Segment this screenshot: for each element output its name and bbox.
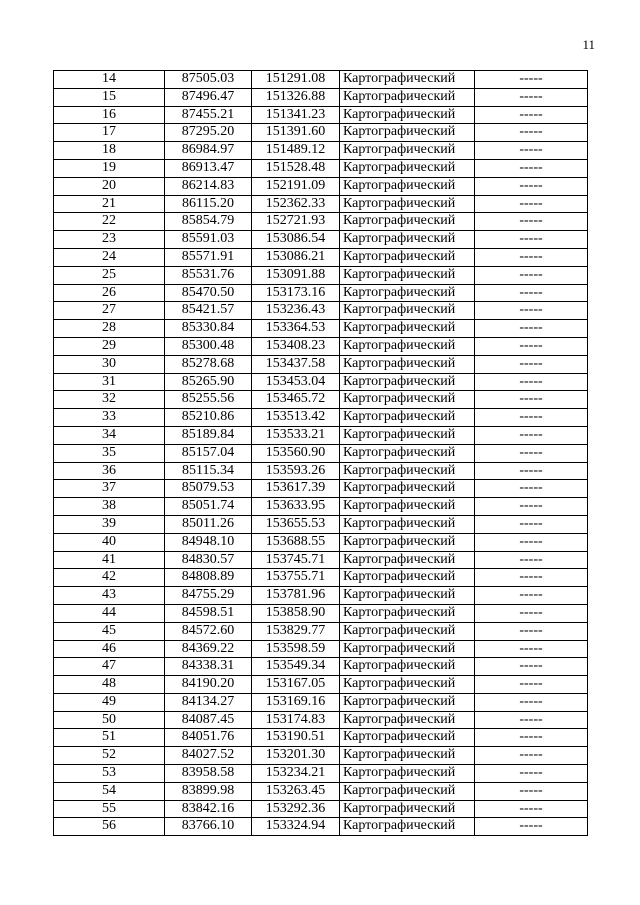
precision-cell: -----: [475, 765, 588, 783]
table-row: [54, 106, 588, 124]
precision-cell: -----: [475, 569, 588, 587]
y-coordinate-cell: 153086.21: [252, 248, 340, 266]
method-cell: Картографический: [340, 800, 475, 818]
table-row: [54, 676, 588, 694]
x-coordinate-cell: 85115.34: [165, 462, 252, 480]
y-coordinate-cell: 153781.96: [252, 587, 340, 605]
x-coordinate-cell: 87295.20: [165, 124, 252, 142]
precision-cell: -----: [475, 284, 588, 302]
table-row: [54, 124, 588, 142]
x-coordinate-cell: 83842.16: [165, 800, 252, 818]
y-coordinate-cell: 152191.09: [252, 177, 340, 195]
x-coordinate-cell: 85189.84: [165, 426, 252, 444]
method-cell: Картографический: [340, 213, 475, 231]
point-number-cell: 48: [54, 676, 165, 694]
y-coordinate-cell: 153655.53: [252, 515, 340, 533]
method-cell: Картографический: [340, 818, 475, 836]
table-row: [54, 337, 588, 355]
table-row: [54, 604, 588, 622]
x-coordinate-cell: 86214.83: [165, 177, 252, 195]
point-number-cell: 24: [54, 248, 165, 266]
precision-cell: -----: [475, 142, 588, 160]
y-coordinate-cell: 151341.23: [252, 106, 340, 124]
y-coordinate-cell: 153560.90: [252, 444, 340, 462]
method-cell: Картографический: [340, 515, 475, 533]
method-cell: Картографический: [340, 426, 475, 444]
precision-cell: -----: [475, 231, 588, 249]
point-number-cell: 55: [54, 800, 165, 818]
x-coordinate-cell: 86984.97: [165, 142, 252, 160]
precision-cell: -----: [475, 213, 588, 231]
table-row: [54, 302, 588, 320]
table-row: [54, 551, 588, 569]
method-cell: Картографический: [340, 142, 475, 160]
y-coordinate-cell: 153173.16: [252, 284, 340, 302]
point-number-cell: 25: [54, 266, 165, 284]
precision-cell: -----: [475, 409, 588, 427]
point-number-cell: 27: [54, 302, 165, 320]
x-coordinate-cell: 84134.27: [165, 693, 252, 711]
x-coordinate-cell: 85421.57: [165, 302, 252, 320]
method-cell: Картографический: [340, 765, 475, 783]
point-number-cell: 42: [54, 569, 165, 587]
method-cell: Картографический: [340, 159, 475, 177]
table-row: [54, 409, 588, 427]
method-cell: Картографический: [340, 284, 475, 302]
method-cell: Картографический: [340, 106, 475, 124]
method-cell: Картографический: [340, 124, 475, 142]
precision-cell: -----: [475, 498, 588, 516]
method-cell: Картографический: [340, 551, 475, 569]
table-row: [54, 587, 588, 605]
precision-cell: -----: [475, 604, 588, 622]
y-coordinate-cell: 152721.93: [252, 213, 340, 231]
y-coordinate-cell: 151489.12: [252, 142, 340, 160]
table-row: [54, 391, 588, 409]
method-cell: Картографический: [340, 676, 475, 694]
point-number-cell: 44: [54, 604, 165, 622]
method-cell: Картографический: [340, 177, 475, 195]
x-coordinate-cell: 83958.58: [165, 765, 252, 783]
method-cell: Картографический: [340, 71, 475, 89]
x-coordinate-cell: 84572.60: [165, 622, 252, 640]
x-coordinate-cell: 84087.45: [165, 711, 252, 729]
point-number-cell: 54: [54, 782, 165, 800]
point-number-cell: 21: [54, 195, 165, 213]
y-coordinate-cell: 153437.58: [252, 355, 340, 373]
x-coordinate-cell: 84369.22: [165, 640, 252, 658]
table-row: [54, 569, 588, 587]
x-coordinate-cell: 85079.53: [165, 480, 252, 498]
method-cell: Картографический: [340, 444, 475, 462]
point-number-cell: 17: [54, 124, 165, 142]
y-coordinate-cell: 153236.43: [252, 302, 340, 320]
point-number-cell: 52: [54, 747, 165, 765]
table-row: [54, 658, 588, 676]
method-cell: Картографический: [340, 195, 475, 213]
table-row: [54, 711, 588, 729]
x-coordinate-cell: 85854.79: [165, 213, 252, 231]
precision-cell: -----: [475, 729, 588, 747]
y-coordinate-cell: 153533.21: [252, 426, 340, 444]
table-row: [54, 765, 588, 783]
table-row: [54, 800, 588, 818]
point-number-cell: 32: [54, 391, 165, 409]
table-row: [54, 747, 588, 765]
precision-cell: -----: [475, 658, 588, 676]
table-row: [54, 213, 588, 231]
x-coordinate-cell: 85330.84: [165, 320, 252, 338]
point-number-cell: 26: [54, 284, 165, 302]
precision-cell: -----: [475, 106, 588, 124]
precision-cell: -----: [475, 248, 588, 266]
y-coordinate-cell: 153858.90: [252, 604, 340, 622]
table-row: [54, 142, 588, 160]
x-coordinate-cell: 83766.10: [165, 818, 252, 836]
precision-cell: -----: [475, 515, 588, 533]
y-coordinate-cell: 153453.04: [252, 373, 340, 391]
table-row: [54, 320, 588, 338]
y-coordinate-cell: 153745.71: [252, 551, 340, 569]
method-cell: Картографический: [340, 266, 475, 284]
point-number-cell: 53: [54, 765, 165, 783]
point-number-cell: 18: [54, 142, 165, 160]
table-row: [54, 177, 588, 195]
point-number-cell: 19: [54, 159, 165, 177]
precision-cell: -----: [475, 622, 588, 640]
precision-cell: -----: [475, 266, 588, 284]
point-number-cell: 39: [54, 515, 165, 533]
point-number-cell: 37: [54, 480, 165, 498]
x-coordinate-cell: 85300.48: [165, 337, 252, 355]
x-coordinate-cell: 84830.57: [165, 551, 252, 569]
method-cell: Картографический: [340, 373, 475, 391]
point-number-cell: 15: [54, 88, 165, 106]
precision-cell: -----: [475, 782, 588, 800]
table-row: [54, 71, 588, 89]
x-coordinate-cell: 85591.03: [165, 231, 252, 249]
y-coordinate-cell: 153190.51: [252, 729, 340, 747]
y-coordinate-cell: 153829.77: [252, 622, 340, 640]
precision-cell: -----: [475, 159, 588, 177]
y-coordinate-cell: 153364.53: [252, 320, 340, 338]
point-number-cell: 38: [54, 498, 165, 516]
table-row: [54, 533, 588, 551]
table-row: [54, 373, 588, 391]
table-row: [54, 462, 588, 480]
x-coordinate-cell: 84190.20: [165, 676, 252, 694]
method-cell: Картографический: [340, 355, 475, 373]
x-coordinate-cell: 84598.51: [165, 604, 252, 622]
x-coordinate-cell: 84027.52: [165, 747, 252, 765]
point-number-cell: 51: [54, 729, 165, 747]
method-cell: Картографический: [340, 693, 475, 711]
point-number-cell: 41: [54, 551, 165, 569]
precision-cell: -----: [475, 302, 588, 320]
precision-cell: -----: [475, 587, 588, 605]
method-cell: Картографический: [340, 782, 475, 800]
y-coordinate-cell: 153292.36: [252, 800, 340, 818]
y-coordinate-cell: 151391.60: [252, 124, 340, 142]
x-coordinate-cell: 84948.10: [165, 533, 252, 551]
y-coordinate-cell: 153617.39: [252, 480, 340, 498]
method-cell: Картографический: [340, 658, 475, 676]
table-row: [54, 159, 588, 177]
point-number-cell: 49: [54, 693, 165, 711]
method-cell: Картографический: [340, 462, 475, 480]
x-coordinate-cell: 84808.89: [165, 569, 252, 587]
x-coordinate-cell: 85255.56: [165, 391, 252, 409]
method-cell: Картографический: [340, 498, 475, 516]
table-row: [54, 480, 588, 498]
point-number-cell: 50: [54, 711, 165, 729]
y-coordinate-cell: 153513.42: [252, 409, 340, 427]
y-coordinate-cell: 153408.23: [252, 337, 340, 355]
method-cell: Картографический: [340, 88, 475, 106]
point-number-cell: 35: [54, 444, 165, 462]
method-cell: Картографический: [340, 604, 475, 622]
y-coordinate-cell: 153633.95: [252, 498, 340, 516]
point-number-cell: 40: [54, 533, 165, 551]
precision-cell: -----: [475, 640, 588, 658]
precision-cell: -----: [475, 71, 588, 89]
table-row: [54, 266, 588, 284]
precision-cell: -----: [475, 676, 588, 694]
y-coordinate-cell: 153755.71: [252, 569, 340, 587]
precision-cell: -----: [475, 462, 588, 480]
precision-cell: -----: [475, 426, 588, 444]
precision-cell: -----: [475, 818, 588, 836]
table-row: [54, 231, 588, 249]
precision-cell: -----: [475, 337, 588, 355]
precision-cell: -----: [475, 88, 588, 106]
table-row: [54, 88, 588, 106]
table-row: [54, 426, 588, 444]
x-coordinate-cell: 84338.31: [165, 658, 252, 676]
table-row: [54, 729, 588, 747]
precision-cell: -----: [475, 195, 588, 213]
table-row: [54, 818, 588, 836]
point-number-cell: 29: [54, 337, 165, 355]
method-cell: Картографический: [340, 320, 475, 338]
method-cell: Картографический: [340, 747, 475, 765]
page-number: 11: [582, 37, 595, 52]
x-coordinate-cell: 87455.21: [165, 106, 252, 124]
x-coordinate-cell: 85571.91: [165, 248, 252, 266]
y-coordinate-cell: 153688.55: [252, 533, 340, 551]
point-number-cell: 47: [54, 658, 165, 676]
precision-cell: -----: [475, 355, 588, 373]
x-coordinate-cell: 84755.29: [165, 587, 252, 605]
y-coordinate-cell: 152362.33: [252, 195, 340, 213]
y-coordinate-cell: 151291.08: [252, 71, 340, 89]
table-row: [54, 622, 588, 640]
point-number-cell: 22: [54, 213, 165, 231]
point-number-cell: 45: [54, 622, 165, 640]
method-cell: Картографический: [340, 480, 475, 498]
point-number-cell: 36: [54, 462, 165, 480]
point-number-cell: 43: [54, 587, 165, 605]
precision-cell: -----: [475, 320, 588, 338]
point-number-cell: 33: [54, 409, 165, 427]
precision-cell: -----: [475, 480, 588, 498]
x-coordinate-cell: 85157.04: [165, 444, 252, 462]
table-row: [54, 498, 588, 516]
coordinates-table: [53, 70, 588, 836]
y-coordinate-cell: 153465.72: [252, 391, 340, 409]
x-coordinate-cell: 85051.74: [165, 498, 252, 516]
table-row: [54, 693, 588, 711]
x-coordinate-cell: 85531.76: [165, 266, 252, 284]
point-number-cell: 30: [54, 355, 165, 373]
x-coordinate-cell: 83899.98: [165, 782, 252, 800]
method-cell: Картографический: [340, 587, 475, 605]
point-number-cell: 16: [54, 106, 165, 124]
table-row: [54, 782, 588, 800]
precision-cell: -----: [475, 533, 588, 551]
precision-cell: -----: [475, 177, 588, 195]
x-coordinate-cell: 85278.68: [165, 355, 252, 373]
y-coordinate-cell: 153167.05: [252, 676, 340, 694]
point-number-cell: 23: [54, 231, 165, 249]
precision-cell: -----: [475, 444, 588, 462]
method-cell: Картографический: [340, 622, 475, 640]
y-coordinate-cell: 153549.34: [252, 658, 340, 676]
point-number-cell: 56: [54, 818, 165, 836]
coordinates-table-body: [54, 71, 588, 836]
precision-cell: -----: [475, 373, 588, 391]
point-number-cell: 34: [54, 426, 165, 444]
point-number-cell: 20: [54, 177, 165, 195]
y-coordinate-cell: 153324.94: [252, 818, 340, 836]
method-cell: Картографический: [340, 302, 475, 320]
method-cell: Картографический: [340, 337, 475, 355]
table-row: [54, 284, 588, 302]
table-row: [54, 444, 588, 462]
x-coordinate-cell: 87505.03: [165, 71, 252, 89]
x-coordinate-cell: 85011.26: [165, 515, 252, 533]
y-coordinate-cell: 153263.45: [252, 782, 340, 800]
point-number-cell: 28: [54, 320, 165, 338]
point-number-cell: 31: [54, 373, 165, 391]
method-cell: Картографический: [340, 729, 475, 747]
y-coordinate-cell: 151528.48: [252, 159, 340, 177]
x-coordinate-cell: 86913.47: [165, 159, 252, 177]
table-row: [54, 640, 588, 658]
y-coordinate-cell: 153598.59: [252, 640, 340, 658]
y-coordinate-cell: 153593.26: [252, 462, 340, 480]
precision-cell: -----: [475, 124, 588, 142]
y-coordinate-cell: 153086.54: [252, 231, 340, 249]
method-cell: Картографический: [340, 391, 475, 409]
method-cell: Картографический: [340, 640, 475, 658]
point-number-cell: 14: [54, 71, 165, 89]
precision-cell: -----: [475, 693, 588, 711]
precision-cell: -----: [475, 551, 588, 569]
y-coordinate-cell: 153201.30: [252, 747, 340, 765]
y-coordinate-cell: 153091.88: [252, 266, 340, 284]
method-cell: Картографический: [340, 409, 475, 427]
method-cell: Картографический: [340, 569, 475, 587]
x-coordinate-cell: 85470.50: [165, 284, 252, 302]
table-row: [54, 515, 588, 533]
method-cell: Картографический: [340, 231, 475, 249]
method-cell: Картографический: [340, 248, 475, 266]
x-coordinate-cell: 87496.47: [165, 88, 252, 106]
table-row: [54, 355, 588, 373]
x-coordinate-cell: 85210.86: [165, 409, 252, 427]
y-coordinate-cell: 153234.21: [252, 765, 340, 783]
y-coordinate-cell: 153174.83: [252, 711, 340, 729]
precision-cell: -----: [475, 711, 588, 729]
y-coordinate-cell: 151326.88: [252, 88, 340, 106]
y-coordinate-cell: 153169.16: [252, 693, 340, 711]
point-number-cell: 46: [54, 640, 165, 658]
x-coordinate-cell: 86115.20: [165, 195, 252, 213]
precision-cell: -----: [475, 747, 588, 765]
method-cell: Картографический: [340, 533, 475, 551]
table-row: [54, 195, 588, 213]
precision-cell: -----: [475, 800, 588, 818]
method-cell: Картографический: [340, 711, 475, 729]
table-row: [54, 248, 588, 266]
precision-cell: -----: [475, 391, 588, 409]
x-coordinate-cell: 84051.76: [165, 729, 252, 747]
x-coordinate-cell: 85265.90: [165, 373, 252, 391]
